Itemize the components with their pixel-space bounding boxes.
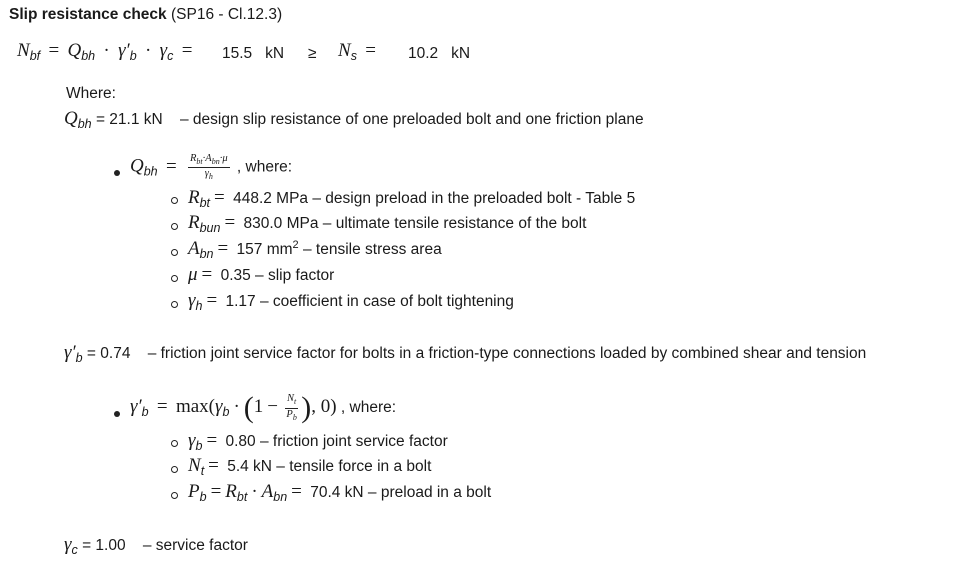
qbh-item-marker <box>171 275 178 282</box>
qbh-item-marker <box>171 197 178 204</box>
qbh-item-marker <box>171 249 178 256</box>
gamma-b-item-marker <box>171 440 178 447</box>
section-title <box>9 6 282 24</box>
qbh-item-mu: μ = 0.35 – slip factor <box>188 264 335 285</box>
qbh-value: = 21.1 kN <box>95 111 163 128</box>
qbh-item-marker <box>171 223 178 230</box>
qbh-item-abn: $A_{bn} = 157$ $mm^2$ – tensile stress area <box>188 238 442 261</box>
qbh-item-rbun: $R_{bun} = 830.0$ MPa – ultimate tensile resistance of the bolt <box>188 212 587 235</box>
main-check-formula: $N_{bf} = Q_{bh} \cdot \gamma'_b \cdot \gamma_c$ = <box>17 40 193 63</box>
qbh-description: – design slip resistance of one preloaded bolt and one friction plane <box>179 111 644 128</box>
qbh-formula-bullet <box>114 170 120 176</box>
qbh-item-rbt: $R_{bt} = 448.2$ MPa – design preload in the preloaded bolt - Table 5 <box>188 187 636 210</box>
title-bold: Slip resistance check <box>9 6 167 23</box>
rhs-formula: $N_s$ = <box>338 40 376 63</box>
gamma-c-description: – service factor <box>142 537 248 554</box>
gamma-b-item-gammab: $\gamma_b = 0.80$ – friction joint service factor <box>188 430 448 453</box>
gamma-b-item-marker <box>171 492 178 499</box>
gamma-b-item-nt: $N_t = 5.4$ kN – tensile force in a bolt <box>188 455 432 478</box>
qbh-item-gammah: $\gamma_h = 1.17$ – coefficient in case of bolt tightening <box>188 290 514 313</box>
gamma-b-line: $\gamma'_b = 0.74$ – friction joint service factor for bolts in a friction-type connections loaded by combined shear and tension <box>64 342 867 365</box>
gamma-c-value: = 1.00 <box>82 537 126 554</box>
gamma-c-line: $\gamma_c = 1.00$ – service factor <box>64 534 248 557</box>
where-label: Where: <box>66 85 116 102</box>
qbh-line: $Q_{bh} = 21.1$ kN – design slip resistance of one preloaded bolt and one friction plane <box>64 108 644 131</box>
gamma-b-item-pb: $P_b = R_{bt} \cdot A_{bn} = 70.4$ kN – preload in a bolt <box>188 481 492 504</box>
rhs-value: 10.2 kN <box>408 45 471 62</box>
gamma-b-description: – friction joint service factor for bolts in a friction-type connections loaded by combined shear and tension <box>147 345 867 362</box>
gamma-b-where: , where: <box>340 399 397 417</box>
relation-sign: ≥ <box>308 45 317 62</box>
gamma-b-item-marker <box>171 466 178 473</box>
main-check-value: 15.5 kN <box>222 45 285 62</box>
qbh-where: , where: <box>236 158 293 176</box>
gamma-b-value: = 0.74 <box>86 345 131 362</box>
title-reference: (SP16 - Cl.12.3) <box>170 6 283 23</box>
qbh-formula: $Q_{bh}$ = $\frac{R_{bt}\cdot A_{bn}\cdot\mu}{\gamma_h}$ , where: <box>130 153 293 182</box>
gamma-b-formula-bullet <box>114 411 120 417</box>
qbh-item-marker <box>171 301 178 308</box>
gamma-b-formula: $\gamma'_b = \max(\gamma_b \cdot (1$ − $\frac{N_t}{P_b}$ ), 0) , where: <box>130 391 397 424</box>
